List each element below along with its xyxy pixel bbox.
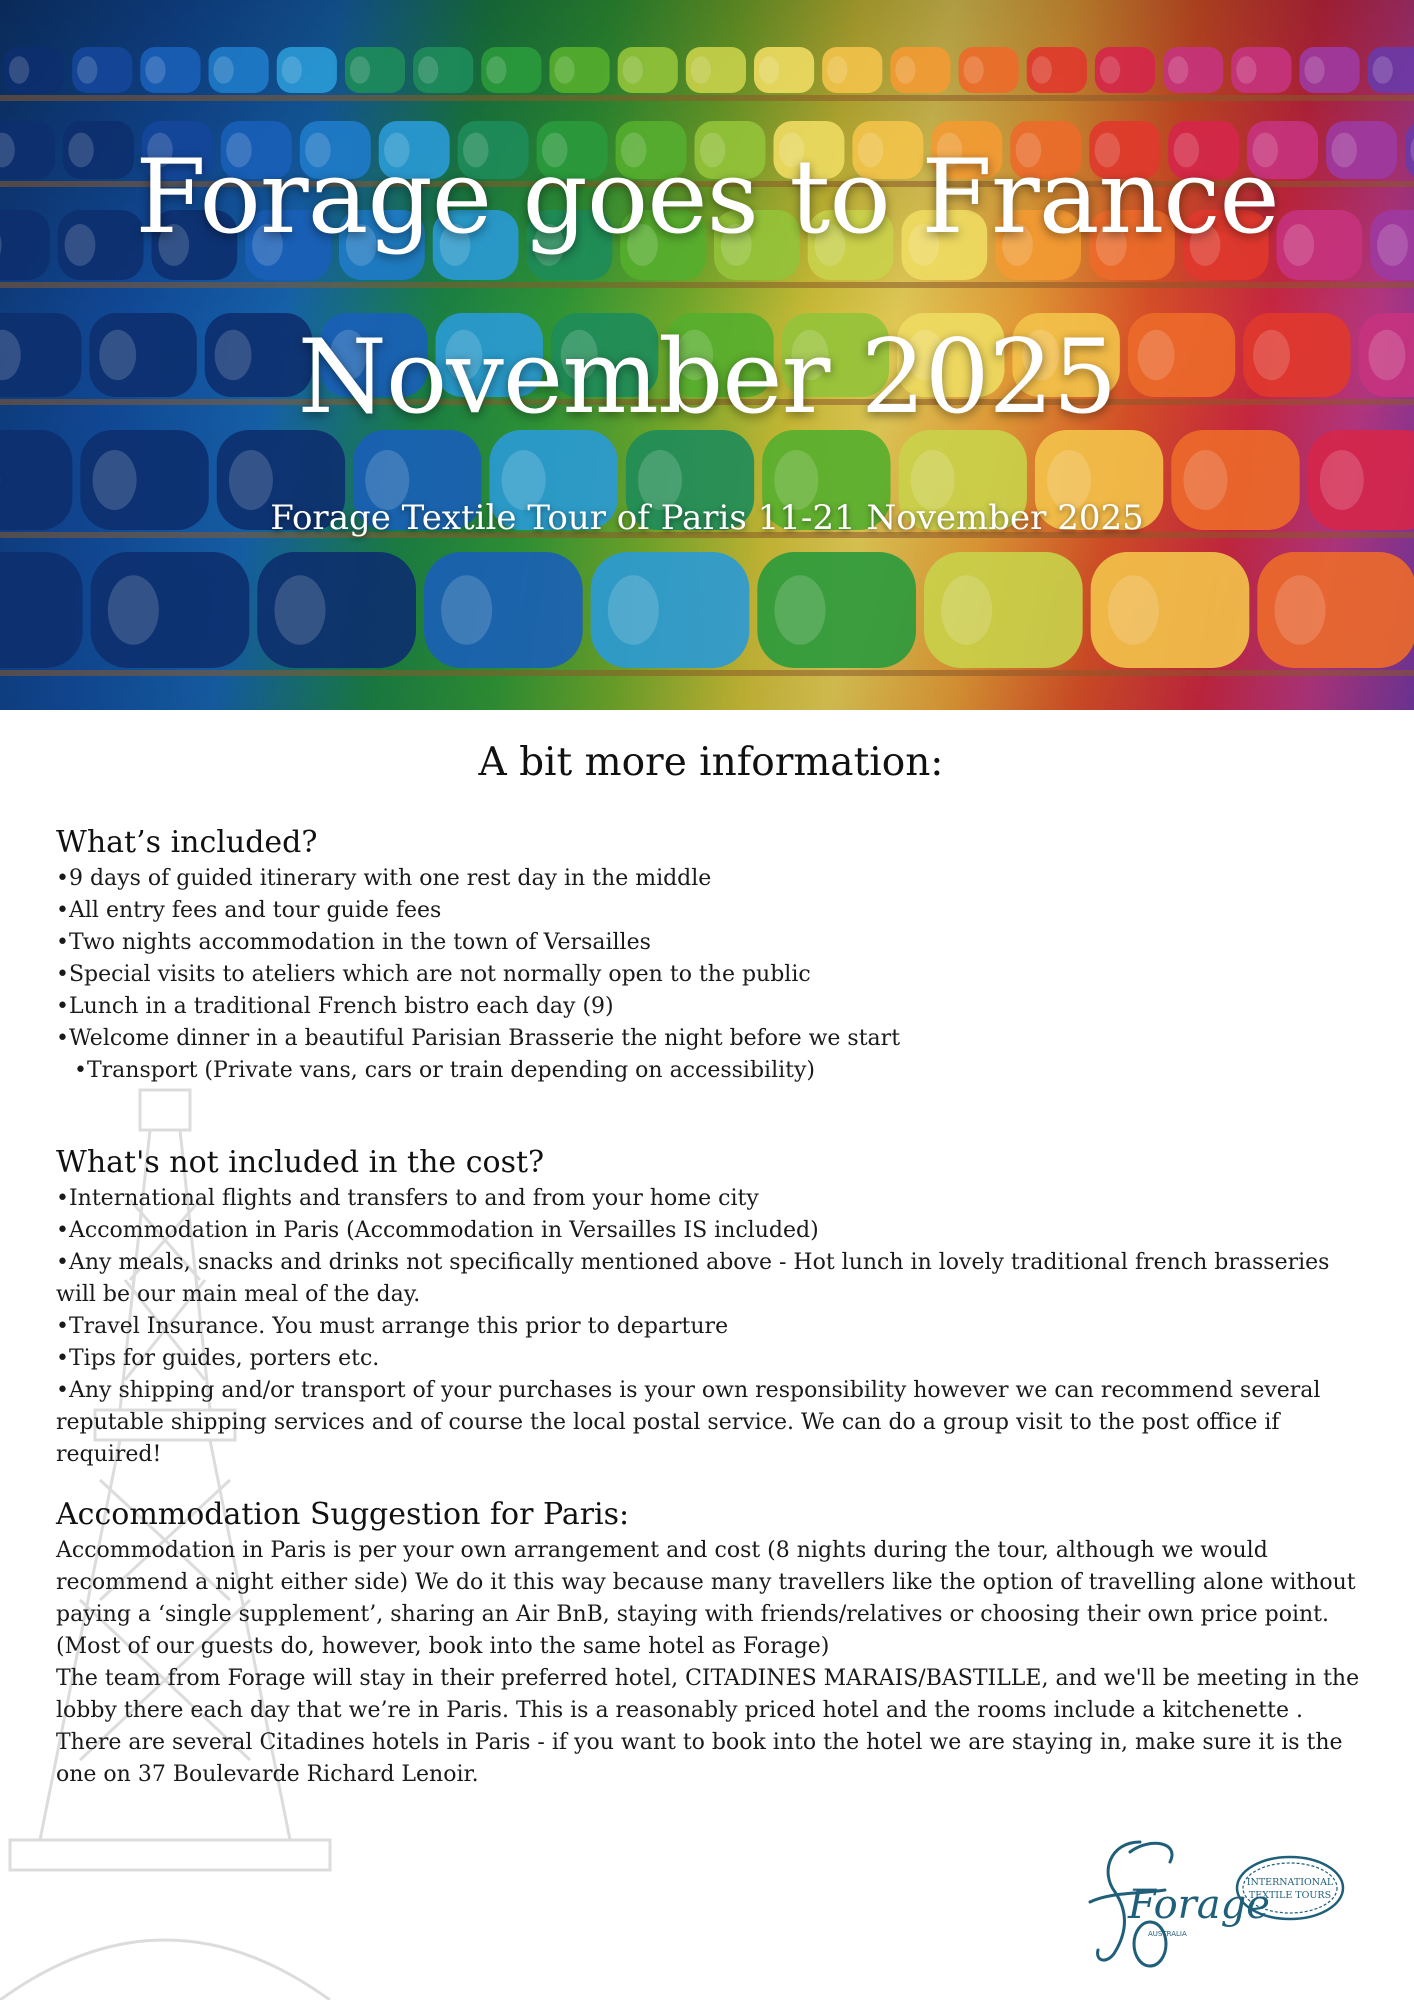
forage-logo-text: Forage [1128,1882,1270,1928]
international-textile-tours-stamp [1232,1852,1348,1924]
content [56,740,1366,1791]
included-list [56,863,1366,1087]
list-item: • International flights and transfers to and from your home city [56,1183,1366,1215]
not-included-title: What's not included in the cost? [56,1145,545,1180]
list-item: • All entry fees and tour guide fees [56,895,1366,927]
hero-subtitle: Forage Textile Tour of Paris 11-21 November 2025 [270,498,1144,538]
stamp-line1: INTERNATIONAL [1246,1877,1334,1888]
accommodation-title: Accommodation Suggestion for Paris: [56,1497,630,1532]
list-item: • 9 days of guided itinerary with one rest day in the middle [56,863,1366,895]
not-included-list [56,1183,1366,1471]
forage-logo-subtext: AUSTRALIA [1148,1930,1187,1938]
hero-title-line2: November 2025 [297,318,1117,437]
list-item: • Tips for guides, porters etc. [56,1343,1366,1375]
list-item: • Any shipping and/or transport of your purchases is your own responsibility however we can recommend several reputable shipping services and of course the local postal service. We can do a group visit to the post office if required! [56,1375,1366,1471]
list-item: • Travel Insurance. You must arrange this prior to departure [56,1311,1366,1343]
stamp-line2: TEXTILE TOURS [1248,1890,1332,1901]
list-item: • Accommodation in Paris (Accommodation in Versailles IS included) [56,1215,1366,1247]
included-title: What’s included? [56,825,318,860]
list-item: • Two nights accommodation in the town of Versailles [56,927,1366,959]
accommodation-paragraph-1: Accommodation in Paris is per your own arrangement and cost (8 nights during the tour, although we would recommend a night either side) We do it this way because many travellers like the option of travelling alone without paying a ‘single supplement’, sharing an Air BnB, staying with friends/relatives or choosing their own price point. (Most of our guests do, however, book into the same hotel as Forage) [56,1538,1356,1659]
list-item: • Special visits to ateliers which are not normally open to the public [56,959,1366,991]
forage-logo [1070,1832,1270,1982]
hero-title [0,108,1414,468]
list-item: • Lunch in a traditional French bistro each day (9) [56,991,1366,1023]
info-heading: A bit more information: [478,740,944,785]
accommodation-paragraph-2: The team from Forage will stay in their preferred hotel, CITADINES MARAIS/BASTILLE, and we'll be meeting in the lobby there each day that we’re in Paris. This is a reasonably priced hotel and the rooms include a kitchenette . There are several Citadines hotels in Paris - if you want to book into the hotel we are staying in, make sure it is the one on 37 Boulevarde Richard Lenoir. [56,1666,1360,1787]
list-item: • Any meals, snacks and drinks not specifically mentioned above - Hot lunch in lovely traditional french brasseries will be our main meal of the day. [56,1247,1366,1311]
list-item: • Transport (Private vans, cars or train depending on accessibility) [56,1055,1366,1087]
hero-banner [0,0,1414,710]
hero-title-line1: Forage goes to France [135,138,1279,257]
list-item: • Welcome dinner in a beautiful Parisian Brasserie the night before we start [56,1023,1366,1055]
